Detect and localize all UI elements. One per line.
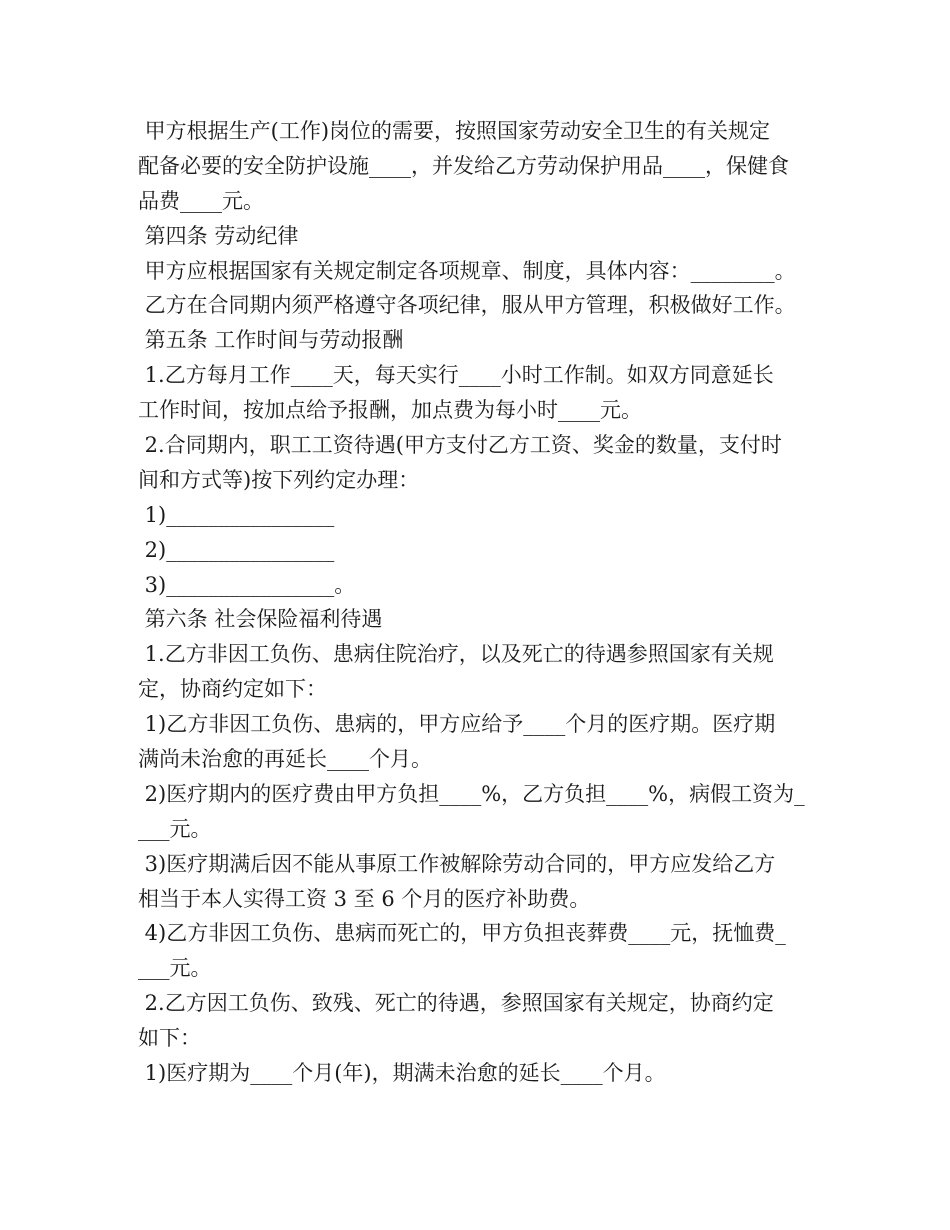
document-page <box>138 114 822 1091</box>
text-line: 1)乙方非因工负伤、患病的，甲方应给予____个月的医疗期。医疗期 <box>138 712 776 737</box>
text-line: 满尚未治愈的再延长____个月。 <box>138 747 432 772</box>
text-line: 1)医疗期为____个月(年)，期满未治愈的延长____个月。 <box>138 1061 666 1086</box>
text-line: ___元。 <box>138 956 212 981</box>
text-line: 定，协商约定如下： <box>138 677 327 702</box>
section-heading: 第四条 劳动纪律 <box>138 223 299 248</box>
blank-item: 2)________________ <box>138 537 335 562</box>
text-line: 乙方在合同期内须严格遵守各项纪律，服从甲方管理，积极做好工作。 <box>138 293 796 318</box>
text-line: 甲方根据生产(工作)岗位的需要，按照国家劳动安全卫生的有关规定 <box>138 119 771 143</box>
text-line: 2.乙方因工负伤、致残、死亡的待遇，参照国家有关规定，协商约定 <box>138 991 774 1016</box>
blank-item: 1)________________ <box>138 502 335 527</box>
text-line: 工作时间，按加点给予报酬，加点费为每小时____元。 <box>138 398 642 423</box>
text-line: 3)医疗期满后因不能从事原工作被解除劳动合同的，甲方应发给乙方 <box>138 851 776 876</box>
section-heading: 第五条 工作时间与劳动报酬 <box>138 328 404 353</box>
text-line: 1.乙方每月工作____天，每天实行____小时工作制。如双方同意延长 <box>138 363 774 388</box>
text-line: 相当于本人实得工资 3 至 6 个月的医疗补助费。 <box>138 886 591 911</box>
text-line: ___元。 <box>138 816 212 841</box>
text-line: 配备必要的安全防护设施____，并发给乙方劳动保护用品____，保健食 <box>138 153 789 178</box>
section-heading: 第六条 社会保险福利待遇 <box>138 607 383 632</box>
text-line: 1.乙方非因工负伤、患病住院治疗，以及死亡的待遇参照国家有关规 <box>138 642 774 667</box>
text-line: 4)乙方非因工负伤、患病而死亡的，甲方负担丧葬费____元，抚恤费_ <box>138 921 786 946</box>
text-line: 2.合同期内，职工工资待遇(甲方支付乙方工资、奖金的数量，支付时 <box>138 433 782 458</box>
text-line: 间和方式等)按下列约定办理： <box>138 467 420 492</box>
text-line: 2)医疗期内的医疗费由甲方负担____%，乙方负担____%，病假工资为_ <box>138 781 805 806</box>
text-line: 品费____元。 <box>138 188 264 213</box>
text-line: 甲方应根据国家有关规定制定各项规章、制度，具体内容：________。 <box>138 258 796 283</box>
text-line: 如下： <box>138 1026 201 1051</box>
blank-item: 3)________________。 <box>138 572 356 597</box>
